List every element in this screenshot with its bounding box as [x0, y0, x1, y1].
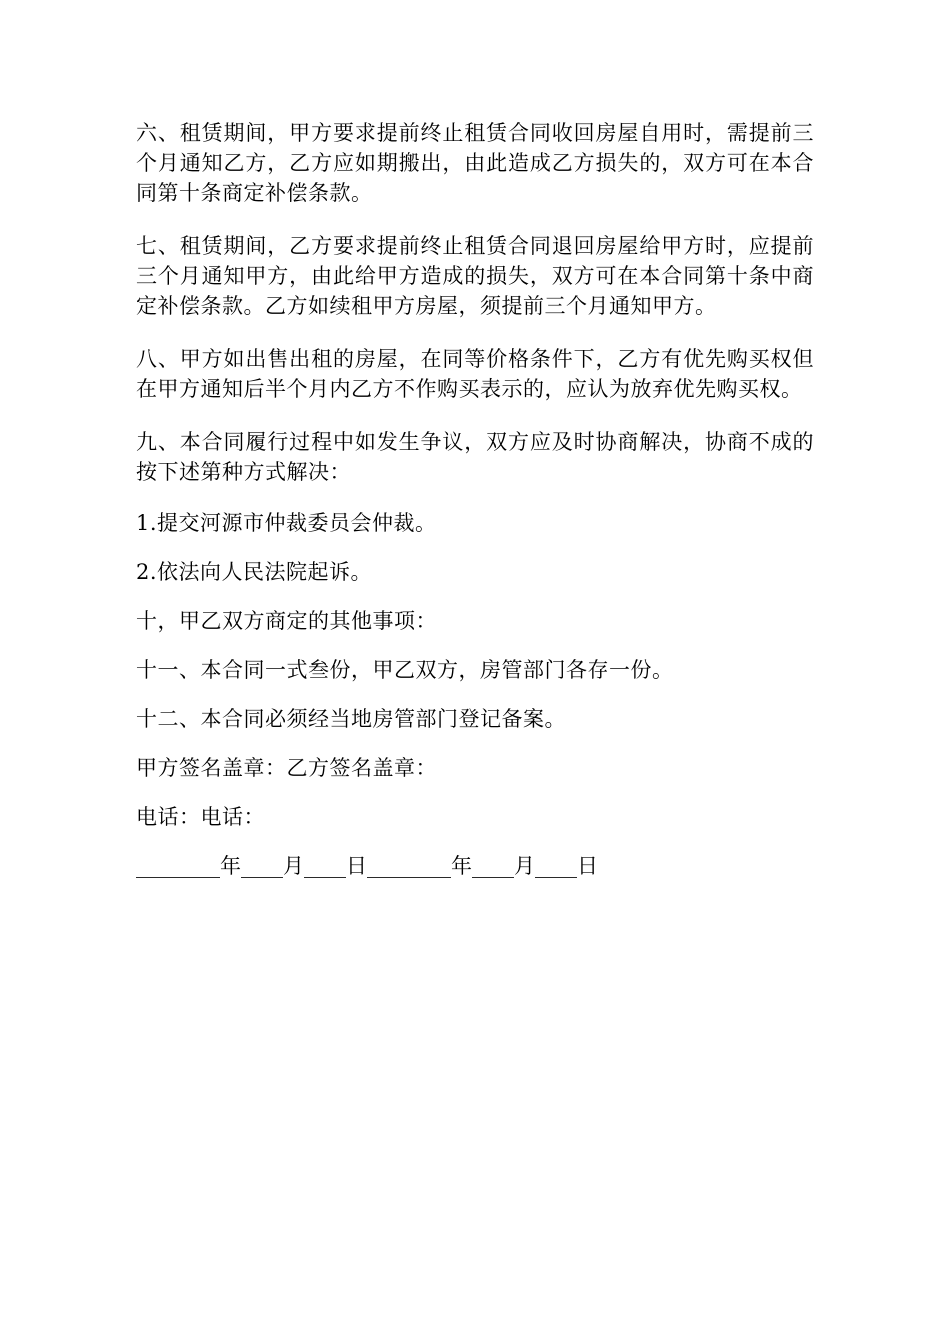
clause-twelve: 十二、本合同必须经当地房管部门登记备案。 [136, 707, 566, 731]
dispute-option-1: 1.提交河源市仲裁委员会仲裁。 [136, 511, 437, 535]
clause-eleven: 十一、本合同一式叁份，甲乙双方，房管部门各存一份。 [136, 658, 674, 682]
clause-seven: 七、租赁期间，乙方要求提前终止租赁合同退回房屋给甲方时，应提前三个月通知甲方，由此给甲方造成的损失，双方可在本合同第十条中商定补偿条款。乙方如续租甲方房屋，须提前三个月通知甲方。 [136, 234, 814, 318]
signature-line: 甲方签名盖章：乙方签名盖章： [136, 756, 437, 780]
clause-six: 六、租赁期间，甲方要求提前终止租赁合同收回房屋自用时，需提前三个月通知乙方，乙方应如期搬出，由此造成乙方损失的，双方可在本合同第十条商定补偿条款。 [136, 121, 814, 205]
clause-ten: 十，甲乙双方商定的其他事项： [136, 609, 437, 633]
date-line: ________年____月____日________年____月____日 [136, 854, 598, 878]
clause-eight: 八、甲方如出售出租的房屋，在同等价格条件下，乙方有优先购买权但在甲方通知后半个月内乙方不作购买表示的，应认为放弃优先购买权。 [136, 347, 814, 401]
phone-line: 电话：电话： [136, 805, 265, 829]
dispute-option-2: 2.依法向人民法院起诉。 [136, 560, 373, 584]
contract-page [136, 118, 814, 901]
clause-nine: 九、本合同履行过程中如发生争议，双方应及时协商解决，协商不成的按下述第种方式解决： [136, 430, 814, 484]
